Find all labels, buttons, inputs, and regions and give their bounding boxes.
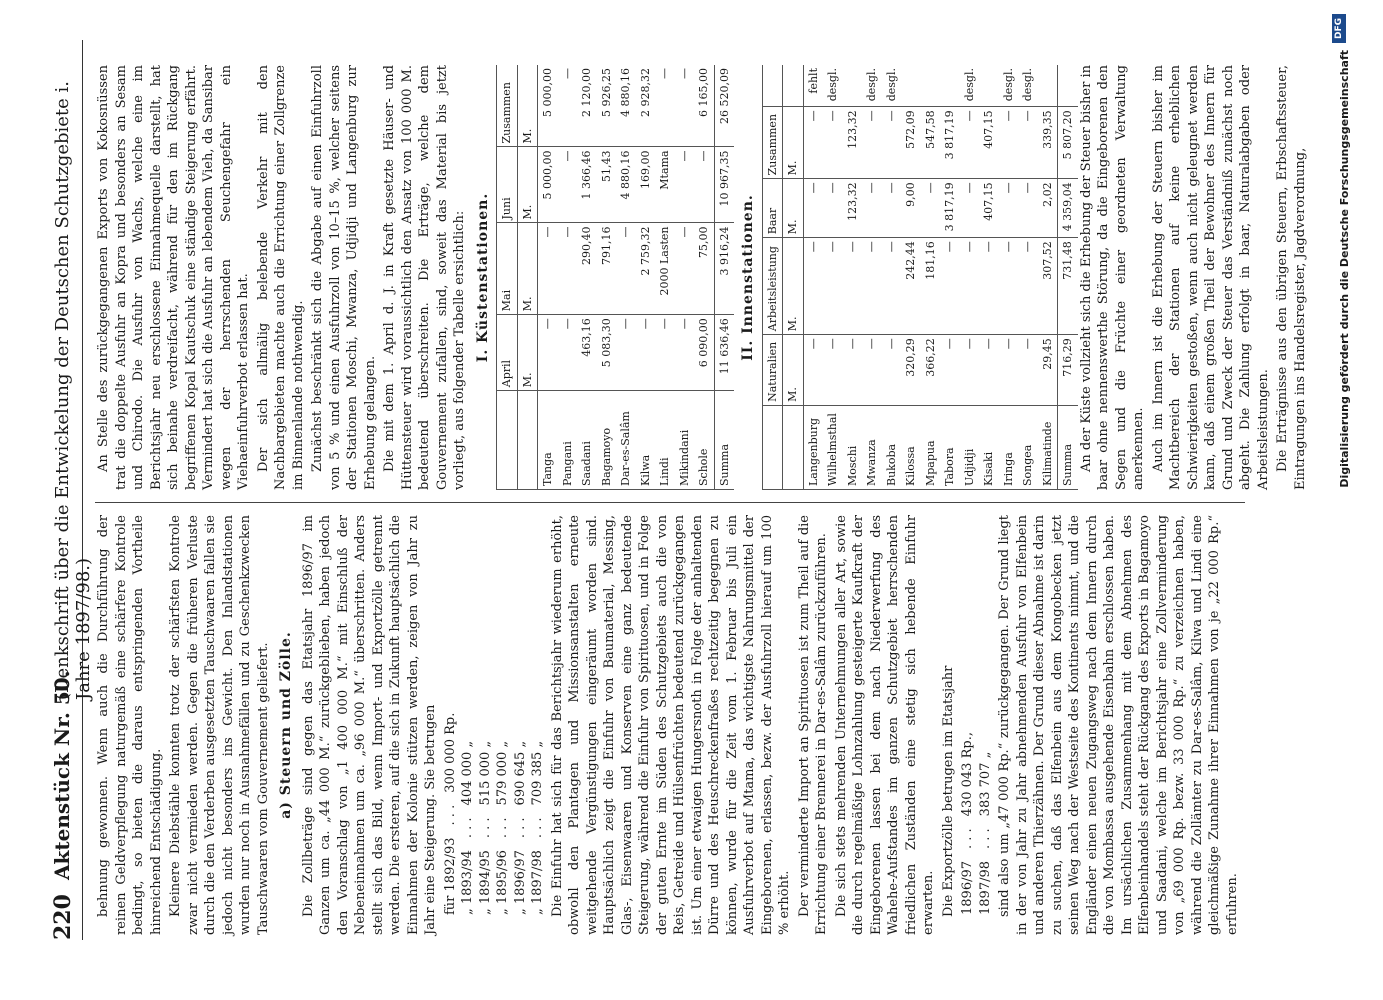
table-cell: 4 880,16 <box>616 147 636 223</box>
table-cell: 2,02 <box>1038 179 1058 238</box>
table-cell: — <box>921 179 941 238</box>
table-cell: — <box>636 315 656 391</box>
table-cell: — <box>1018 238 1038 335</box>
right-column <box>95 65 1311 490</box>
paragraph: Der sich allmälig belebende Verkehr mit den Nachbargebieten machte auch die Errichtung einer Zollgrenze im Binnenlande nothwendig. <box>255 65 306 490</box>
table-unit-row <box>783 65 804 490</box>
table-cell: April <box>497 315 518 391</box>
table-cell: desgl. <box>882 65 902 107</box>
side-note <box>1322 10 1372 990</box>
table-cell: M. <box>783 335 804 406</box>
table-cell: 307,52 <box>1038 238 1058 335</box>
table-cell <box>921 65 941 107</box>
table-cell: M. <box>517 147 538 223</box>
table-cell: Baar <box>762 179 783 238</box>
table-header-row <box>497 65 518 490</box>
paragraph: Die Zollbeträge sind gegen das Etatsjahr 1896/97 im Ganzen um ca. „44 000 M.“ zurückgeblieben, haben jedoch den Voranschlag von „1 400 000 M.“ mit Einschluß der Nebeneinnahmen um ca. „96 000 M.“ überschritten. Anders stellt sich das Bild, wenn Import- und Exportzölle getrennt werden. Die ersteren, auf die sich in Zukunft hauptsächlich die Einnahmen der Kolonie stützen werden, zeigen von Jahr zu Jahr eine Steigerung. Sie betrugen <box>300 515 438 935</box>
table-cell: — <box>882 179 902 238</box>
table-cell: Lindi <box>655 391 675 490</box>
table-cell: — <box>803 335 823 406</box>
table-row <box>979 65 999 490</box>
paragraph: Der verminderte Import an Spirituosen ist zum Theil auf die Errichtung einer Brennerei in Dar-es-Salâm zurückzuführen. <box>796 515 829 935</box>
table-cell: Schole <box>694 391 714 490</box>
table-cell: Kisaki <box>979 405 999 489</box>
table-cell: — <box>882 238 902 335</box>
paragraph: Die mit dem 1. April d. J. in Kraft gesetzte Häuser- und Hüttensteuer wird voraussichtlich den Ansatz von 100 000 M. bedeutend überschreiten. Die Erträge, welche dem Gouvernement zufallen, sind, soweit das Material bis jetzt vorliegt, aus folgender Tabelle ersichtlich: <box>382 65 467 490</box>
list-item: „ 1894/95 . . . 515 000 „ <box>477 740 493 915</box>
table-cell <box>783 65 804 107</box>
table-cell: Tanga <box>538 391 558 490</box>
table-cell: M. <box>517 65 538 147</box>
table-cell <box>517 391 538 490</box>
table-cell: 731,48 <box>1058 238 1078 335</box>
table-cell: — <box>1018 335 1038 406</box>
table-cell: M. <box>783 238 804 335</box>
left-column <box>95 515 1243 935</box>
table-cell: — <box>803 107 823 179</box>
table-cell: Iringa <box>999 405 1019 489</box>
table-cell: Mikindani <box>675 391 695 490</box>
table-cell <box>783 405 804 489</box>
table-cell: 11 636,46 <box>714 315 734 391</box>
coastal-stations-table <box>496 65 734 490</box>
table-cell: 339,35 <box>1038 107 1058 179</box>
table-row <box>901 65 921 490</box>
table-cell: — <box>675 65 695 147</box>
table-cell: — <box>960 179 980 238</box>
table-cell: 716,29 <box>1058 335 1078 406</box>
table-cell: 4 359,04 <box>1058 179 1078 238</box>
table-cell: Bukoba <box>882 405 902 489</box>
table-row <box>882 65 902 490</box>
table-cell: Mai <box>497 223 518 315</box>
table-cell: Kilimatinde <box>1038 405 1058 489</box>
page-number: 220 <box>50 894 76 940</box>
table-sum-row <box>714 65 734 490</box>
table-cell <box>940 65 960 107</box>
table-cell: — <box>999 179 1019 238</box>
table-cell: — <box>882 107 902 179</box>
table-cell: 242,44 <box>901 238 921 335</box>
table-cell: — <box>862 238 882 335</box>
paragraph: Auch im Innern ist die Erhebung der Steuern bisher im Machtbereich der Stationen auf keine erheblichen Schwierigkeiten gestoßen, wenn auch nicht geleugnet werden kann, daß einem großen Theil der Bewohner des Innern für Grund und Zweck der Steuer das Verständniß zunächst noch abgeht. Die Zahlung erfolgt in baar, Naturalabgaben oder Arbeitsleistungen. <box>1150 65 1271 490</box>
table-cell: 2 120,00 <box>577 65 597 147</box>
table-cell: Arbeitsleistung <box>762 238 783 335</box>
table-cell <box>1038 65 1058 107</box>
table-cell: — <box>655 65 675 147</box>
table-cell: Zusammen <box>762 107 783 179</box>
table-cell: Langenburg <box>803 405 823 489</box>
table-cell: — <box>960 335 980 406</box>
table-cell: — <box>616 315 636 391</box>
table-row <box>636 65 656 490</box>
table-cell: 6 090,00 <box>694 315 714 391</box>
table-cell: 2000 Lasten <box>655 223 675 315</box>
table-cell: — <box>803 179 823 238</box>
table-row <box>921 65 941 490</box>
table-cell: 123,32 <box>843 107 863 179</box>
table-cell: — <box>558 147 578 223</box>
table-cell: desgl. <box>862 65 882 107</box>
table-cell: — <box>823 335 843 406</box>
table-header-row <box>762 65 783 490</box>
table-cell: M. <box>783 107 804 179</box>
paragraph: An Stelle des zurückgegangenen Exports von Kokosnüssen trat die doppelte Ausfuhr an Kopra und besonders an Sesam und Chirodo. Die Ausfuhr von Wachs, welche eine im Berichtsjahr neu erschlossene Einnahmequelle darstellt, hat sich beinahe verdreifacht, während für den im Rückgang begriffenen Kopal Kautschuk eine ständige Steigerung erfährt. Vermindert hat sich die Ausfuhr an lebendem Vieh, da Sansibar wegen der herrschenden Seuchengefahr ein Viehaeinfuhrverbot erlassen hat. <box>96 65 251 490</box>
table-cell: — <box>999 238 1019 335</box>
table-cell: — <box>1018 107 1038 179</box>
table-cell: 26 520,09 <box>714 65 734 147</box>
table-cell: — <box>862 335 882 406</box>
table-cell: 2 928,32 <box>636 65 656 147</box>
table-cell: 5 083,30 <box>597 315 617 391</box>
table-cell: Mpapua <box>921 405 941 489</box>
paragraph: An der Küste vollzieht sich die Erhebung der Steuer bisher in baar ohne nennenswerthe Störung, da die Eingeborenen den Segen und die Früchte einer geordneten Verwaltung anerkennen. <box>1078 65 1146 490</box>
table-cell: 51,43 <box>597 147 617 223</box>
table-cell: 123,32 <box>843 179 863 238</box>
list-item: „ 1897/98 . . . 709 385 „ <box>530 740 545 915</box>
table-cell: Naturalien <box>762 335 783 406</box>
table-cell: — <box>960 107 980 179</box>
table-cell: desgl. <box>960 65 980 107</box>
dfg-logo: DFG <box>1332 14 1346 43</box>
table-cell: desgl. <box>1018 65 1038 107</box>
paragraph: behnung gewonnen. Wenn auch die Durchführung der reinen Geldverpflegung naturgemäß eine schärfere Kontrole bedingt, so bieten die daraus entspringenden Vortheile hinreichend Entschädigung. <box>96 515 164 935</box>
table-cell: — <box>558 223 578 315</box>
table-row <box>558 65 578 490</box>
paragraph: sind also um „47 000 Rp.“ zurückgegangen. Der Grund liegt in der von Jahr zu Jahr abnehmenden Ausfuhr von Elfenbein und anderen Thierzähnen. Der Grund dieser Abnahme ist darin zu suchen, daß das Elfenbein aus dem Kongobecken jetzt seinen Weg nach der Westseite des Kontinents nimmt, und die Engländer einen neuen Zugangsweg nach dem Innern durch die von Mombassa ausgehende Eisenbahn erschlossen haben. Im ursächlichen Zusammenhang mit dem Abnehmen des Elfenbeinhandels steht der Rückgang des Exports in Bagamoyo und Saadani, welche im Berichtsjahr eine Zollverminderung von „69 000 Rp. bezw. 33 000 Rp.“ zu verzeichnen haben, während die Zollämter zu Dar-es-Salâm, Kilwa und Lindi eine gleichmäßige Zunahme ihrer Einnahmen von je „22 000 Rp.“ erfuhren. <box>997 515 1240 935</box>
table-row <box>960 65 980 490</box>
table-cell: desgl. <box>999 65 1019 107</box>
list-item: „ 1893/94 . . . 404 000 „ <box>460 740 475 915</box>
list-item: 1896/97 . . . 430 043 Rp., <box>960 732 975 915</box>
table-cell: — <box>823 179 843 238</box>
table-cell <box>843 65 863 107</box>
table-cell: — <box>979 335 999 406</box>
table-cell: M. <box>517 315 538 391</box>
list-item: „ 1896/97 . . . 690 645 „ <box>512 740 528 915</box>
table-cell: 5 926,25 <box>597 65 617 147</box>
table-cell: 5 000,00 <box>538 147 558 223</box>
table-cell: — <box>675 147 695 223</box>
table-cell: Kilwa <box>636 391 656 490</box>
table-title: I. Küstenstationen. <box>474 192 491 363</box>
table-cell: — <box>960 238 980 335</box>
table-unit-row <box>517 65 538 490</box>
table-cell: Zusammen <box>497 65 518 147</box>
table-row <box>616 65 636 490</box>
table-cell: — <box>823 107 843 179</box>
table-row <box>577 65 597 490</box>
table-row <box>823 65 843 490</box>
table-cell: Pangani <box>558 391 578 490</box>
section-heading: a) Steuern und Zölle. <box>278 631 294 819</box>
table-cell: 366,22 <box>921 335 941 406</box>
table-cell: 10 967,35 <box>714 147 734 223</box>
table-cell: — <box>538 223 558 315</box>
table-cell: M. <box>517 223 538 315</box>
table-cell: — <box>940 335 960 406</box>
table-row <box>1018 65 1038 490</box>
table-cell: 290,40 <box>577 223 597 315</box>
table-cell: fehlt <box>803 65 823 107</box>
table-cell <box>762 65 783 107</box>
table-cell: — <box>882 335 902 406</box>
document-subtitle: (Denkschrift über die Entwickelung der Deutschen Schutzgebiete i. Jahre 1897/98.) <box>52 81 94 700</box>
table-cell: 572,09 <box>901 107 921 179</box>
table-row <box>940 65 960 490</box>
table-row <box>597 65 617 490</box>
paragraph: Die Einfuhr hat sich für das Berichtsjahr wiederum erhöht, obwohl den Plantagen und Missionsanstalten erneute weitgehende Vergünstigungen eingeräumt worden sind. Hauptsächlich zeigt die Einfuhr von Baumaterial, Messing, Glas-, Eisenwaaren und Konserven eine ganz bedeutende Steigerung, während die Einfuhr von Spirituosen, und in Folge der guten Ernte im Süden des Schutzgebiets auch die von Reis, Getreide und Hülsenfrüchten bedeutend zurückgegangen ist. Um einer etwaigen Hungersnoth in Folge der anhaltenden Dürre und des Heuschreckenfraßes rechtzeitig begegnen zu können, wurde für die Zeit vom 1. Februar bis Juli ein Ausfuhrverbot auf Mtama, das wichtigste Nahrungsmittel der Eingeborenen, erlassen, bezw. der Ausfuhrzoll hierauf um 100 % erhöht. <box>549 515 792 935</box>
table-cell: — <box>675 315 695 391</box>
table-row <box>862 65 882 490</box>
table-cell: 169,00 <box>636 147 656 223</box>
table-cell <box>762 405 783 489</box>
table-row <box>694 65 714 490</box>
import-duty-list <box>442 515 547 915</box>
export-duty-list <box>959 515 994 915</box>
table-cell: Dar-es-Salâm <box>616 391 636 490</box>
paragraph: Zunächst beschränkt sich die Abgabe auf einen Einfuhrzoll von 5 % und einen Ausfuhrzoll von 10–15 %, welcher seitens der Stationen Moschi, Mwanza, Udjidji und Langenburg zur Erhebung gelangen. <box>310 65 378 490</box>
inland-stations-table <box>762 65 1078 490</box>
table-cell: — <box>823 238 843 335</box>
table-cell: Wilhelmsthal <box>823 405 843 489</box>
column-divider <box>95 502 1245 503</box>
table-cell: — <box>940 238 960 335</box>
table-cell: — <box>843 238 863 335</box>
table-cell: Saadani <box>577 391 597 490</box>
table-cell: — <box>862 107 882 179</box>
table-cell: Summa <box>714 391 734 490</box>
table-title: II. Innenstationen. <box>740 194 756 361</box>
table-cell: Kilossa <box>901 405 921 489</box>
table-cell: 4 880,16 <box>616 65 636 147</box>
table-cell: 6 165,00 <box>694 65 714 147</box>
table-cell: Mwanza <box>862 405 882 489</box>
paragraph: Die sich stets mehrenden Unternehmungen aller Art, sowie die durch regelmäßige Lohnzahlung gesteigerte Kaufkraft der Eingeborenen lassen bei dem nach Niederwerfung des Wahehe-Aufstandes im ganzen Schutzgebiet herrschenden friedlichen Zuständen eine stetig sich hebende Einfuhr erwarten. <box>833 515 936 935</box>
table-row <box>655 65 675 490</box>
table-cell <box>901 65 921 107</box>
table-cell: 320,29 <box>901 335 921 406</box>
document-title: Aktenstück Nr. 50. <box>50 670 74 880</box>
table-row <box>803 65 823 490</box>
table-cell: Tabora <box>940 405 960 489</box>
table-cell: — <box>694 147 714 223</box>
table-cell: Moschi <box>843 405 863 489</box>
table-cell: — <box>999 107 1019 179</box>
table-cell: — <box>862 179 882 238</box>
table-cell: desgl. <box>823 65 843 107</box>
table-cell <box>1058 65 1078 107</box>
table-cell: Juni <box>497 147 518 223</box>
paragraph: Die Erträgnisse aus den übrigen Steuern, Erbschaftssteuer, Eintragungen ins Handelsregister, Jagdverordnung, <box>1275 65 1308 490</box>
table-cell: 2 759,32 <box>636 223 656 315</box>
list-item: 1897/98 . . . 383 707 „ <box>977 751 993 915</box>
table-cell: — <box>616 223 636 315</box>
table-row <box>843 65 863 490</box>
acknowledgement-text: Digitalisierung gefördert durch die Deutsche Forschungsgemeinschaft <box>1338 50 1351 488</box>
table-cell: 463,16 <box>577 315 597 391</box>
table-cell: — <box>979 238 999 335</box>
table-cell: — <box>999 335 1019 406</box>
paragraph: Kleinere Diebstähle konnten trotz der schärfsten Kontrole zwar nicht vermieden werden. Gegen die früheren Verluste durch die den Verderben ausgesetzten Tauschwaaren fallen sie jedoch nicht besonders ins Gewicht. Den Inlandstationen wurden nur noch in Ausnahmefällen und zu Geschenkzwecken Tauschwaaren vom Gouvernement geliefert. <box>168 515 271 935</box>
table-cell: — <box>1018 179 1038 238</box>
table-cell: 29,45 <box>1038 335 1058 406</box>
table-cell: — <box>675 223 695 315</box>
table-cell: 3 817,19 <box>940 179 960 238</box>
table-cell: 407,15 <box>979 107 999 179</box>
table-cell: Bagamoyo <box>597 391 617 490</box>
table-cell: — <box>558 315 578 391</box>
table-cell: — <box>558 65 578 147</box>
table-row <box>675 65 695 490</box>
table-cell: — <box>803 238 823 335</box>
list-item: „ 1895/96 . . . 579 000 „ <box>495 740 510 915</box>
table-cell: — <box>843 335 863 406</box>
table-cell: — <box>538 315 558 391</box>
table-cell: — <box>655 315 675 391</box>
table-cell: 547,58 <box>921 107 941 179</box>
table-cell: 407,15 <box>979 179 999 238</box>
table-cell <box>979 65 999 107</box>
table-cell: Songea <box>1018 405 1038 489</box>
table-cell: 3 916,24 <box>714 223 734 315</box>
page-header <box>40 40 94 940</box>
table-cell: 3 817,19 <box>940 107 960 179</box>
table-cell <box>497 391 518 490</box>
table-row <box>538 65 558 490</box>
table-sum-row <box>1058 65 1078 490</box>
list-item: für 1892/93 . . . 300 000 Rp. <box>442 712 458 915</box>
table-cell: 791,16 <box>597 223 617 315</box>
table-cell: 1 366,46 <box>577 147 597 223</box>
table-cell: M. <box>783 179 804 238</box>
table-cell: 181,16 <box>921 238 941 335</box>
table-row <box>999 65 1019 490</box>
paragraph: Die Exportzölle betrugen im Etatsjahr <box>940 665 956 917</box>
table-cell: 75,00 <box>694 223 714 315</box>
table-cell: 9,00 <box>901 179 921 238</box>
table-cell: Udjidji <box>960 405 980 489</box>
table-cell: 5 807,20 <box>1058 107 1078 179</box>
table-cell: 5 000,00 <box>538 65 558 147</box>
table-cell: Mtama <box>655 147 675 223</box>
table-row <box>1038 65 1058 490</box>
table-cell: Summa <box>1058 405 1078 489</box>
